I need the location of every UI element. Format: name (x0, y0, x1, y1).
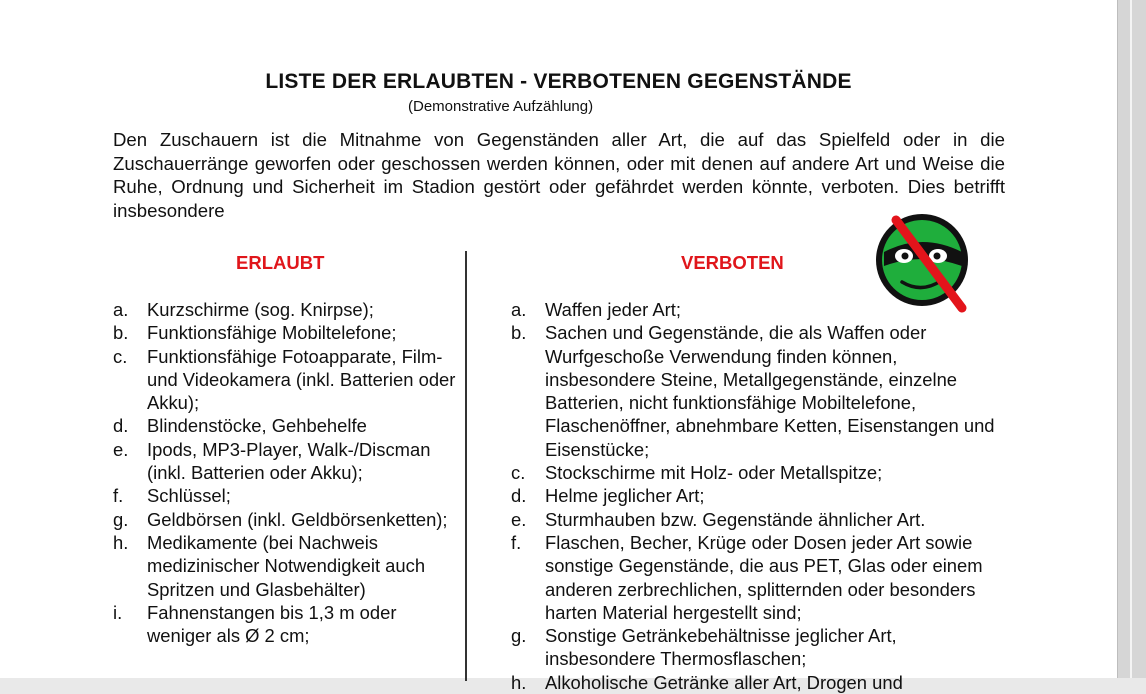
forbidden-item-text: Sonstige Getränkebehältnisse jeglicher Art, insbesondere Thermosflaschen; (545, 625, 897, 670)
allowed-item (113, 531, 463, 601)
allowed-item-marker: b. (113, 322, 129, 344)
forbidden-item (511, 461, 1001, 484)
allowed-heading: ERLAUBT (236, 252, 325, 273)
forbidden-item-marker: c. (511, 462, 526, 484)
allowed-item (113, 414, 463, 437)
allowed-item (113, 508, 463, 531)
allowed-item-marker: a. (113, 299, 129, 320)
allowed-item-marker: g. (113, 508, 129, 530)
allowed-item-marker: f. (113, 485, 124, 507)
allowed-items-list (113, 298, 463, 647)
forbidden-item-marker: b. (511, 322, 527, 344)
forbidden-item (511, 508, 1001, 531)
intro-text: Den Zuschauern ist die Mitnahme von Gegenständen aller Art, die auf das Spielfeld oder in die Zuschauerränge geworfen oder geschossen werden können, oder mit denen auf andere Art und Weise die Ruhe, Ordnung und Sicherheit im Stadion gestört oder gefährdet werden könnte, verboten. Dies betrifft insbesondere (113, 129, 1005, 222)
allowed-item-marker: h. (113, 531, 129, 553)
forbidden-item-marker: h. (511, 671, 527, 693)
column-divider (465, 251, 467, 681)
allowed-item-text: Schlüssel; (147, 485, 231, 507)
document-title: LISTE DER ERLAUBTEN - VERBOTENEN GEGENSTÄNDE (265, 70, 852, 93)
forbidden-item-text: Flaschen, Becher, Krüge oder Dosen jeder Art sowie sonstige Gegenstände, die aus PET, Glas oder einem anderen zerbrechlichen, splitternden oder besonders harten Material hergestellt sind; (545, 531, 983, 623)
allowed-item-marker: e. (113, 438, 129, 460)
forbidden-item (511, 484, 1001, 507)
allowed-item (113, 484, 463, 507)
scrollbar-edge (1130, 0, 1132, 678)
forbidden-item-marker: d. (511, 485, 527, 507)
crossed-out-masked-face-icon (866, 208, 978, 308)
allowed-item (113, 601, 463, 648)
allowed-item-text: Ipods, MP3-Player, Walk-/Discman (inkl. Batterien oder Akku); (147, 438, 431, 484)
allowed-item-marker: i. (113, 601, 123, 623)
forbidden-items-list (511, 298, 1001, 694)
allowed-item (113, 438, 463, 485)
allowed-item-text: Medikamente (bei Nachweis medizinischer Notwendigkeit auch Spritzen und Glasbehälter) (147, 531, 426, 600)
forbidden-item (511, 624, 1001, 671)
allowed-item-marker: d. (113, 415, 129, 437)
forbidden-item-marker: e. (511, 508, 527, 530)
allowed-item-text: Funktionsfähige Fotoapparate, Film- und Videokamera (inkl. Batterien oder Akku); (147, 345, 456, 414)
forbidden-item-marker: g. (511, 625, 527, 647)
allowed-item (113, 345, 463, 415)
forbidden-item (511, 321, 1001, 461)
forbidden-item-text: Stockschirme mit Holz- oder Metallspitze; (545, 462, 883, 484)
forbidden-item-marker: a. (511, 299, 527, 320)
forbidden-item-text: Helme jeglicher Art; (545, 485, 705, 507)
forbidden-item (511, 671, 1001, 694)
allowed-item-text: Kurzschirme (sog. Knirpse); (147, 299, 374, 320)
allowed-item-marker: c. (113, 345, 128, 367)
forbidden-item (511, 531, 1001, 624)
forbidden-heading: VERBOTEN (681, 252, 784, 273)
forbidden-item-text: Sachen und Gegenstände, die als Waffen oder Wurfgeschoße Verwendung finden können, insbesondere Steine, Metallgegenstände, einzelne Batterien, nicht funktionsfähige Mobiltelefone, Flaschenöffner, abnehmbare Ketten, Eisenstangen und Eisenstücke; (545, 322, 995, 460)
forbidden-item-text: Sturmhauben bzw. Gegenstände ähnlicher Art. (545, 508, 926, 530)
forbidden-item-text: Waffen jeder Art; (545, 299, 681, 320)
allowed-item-text: Funktionsfähige Mobiltelefone; (147, 322, 397, 344)
forbidden-item-text: Alkoholische Getränke aller Art, Drogen und (545, 671, 903, 693)
allowed-item-text: Geldbörsen (inkl. Geldbörsenketten); (147, 508, 448, 530)
allowed-item-text: Fahnenstangen bis 1,3 m oder weniger als Ø 2 cm; (147, 601, 397, 647)
document-subtitle: (Demonstrative Aufzählung) (408, 98, 594, 115)
allowed-item (113, 321, 463, 344)
allowed-item (113, 298, 463, 321)
allowed-item-text: Blindenstöcke, Gehbehelfe (147, 415, 367, 437)
forbidden-item-marker: f. (511, 531, 522, 553)
